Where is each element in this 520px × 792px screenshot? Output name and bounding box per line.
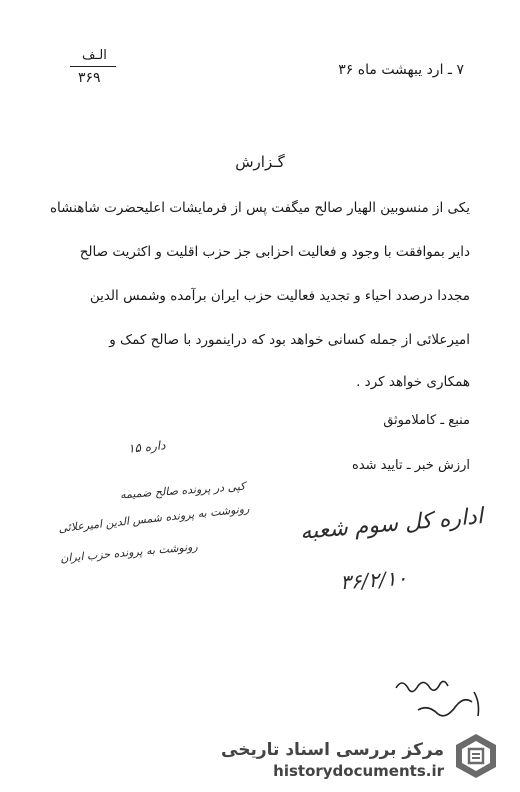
document-title: گـزارش [235,153,285,171]
report-line-1: یکی از منسوبین الهیار صالح میگفت پس از فرمایشات اعلیحضرت شاهنشاه [49,200,470,216]
archive-url: historydocuments.ir [273,762,444,780]
handwritten-note-top: داره ۱۵ [127,438,167,456]
archive-logo-icon [452,732,500,780]
classification-number: ۳۶۹ [78,70,101,86]
signature-date: ۳۶/۲/۱۰ [339,565,408,595]
source-reliability: منبع ـ کاملاموثق [383,413,470,428]
handwritten-scribble [388,670,498,730]
handwritten-note-1: کپی در پرونده صالح ضمیمه [119,479,246,502]
archive-name: مرکز بررسی اسناد تاریخی [221,740,444,760]
report-date: ۷ ـ ارد یبهشت ماه ۳۶ [338,62,464,78]
report-line-5: همکاری خواهد کرد . [356,374,470,390]
handwritten-signature: اداره کل سوم شعبه [299,504,484,545]
classification-label: الـف [82,48,107,63]
classification-underline [70,66,116,67]
handwritten-note-2: رونوشت به پرونده شمس الدین امیرعلائی [57,502,250,535]
handwritten-note-3: رونوشت به پرونده حزب ایران [59,540,199,565]
report-line-3: مجددا درصدد احیاء و تجدید فعالیت حزب ایران برآمده وشمس الدین [89,288,470,304]
report-line-2: دایر بموافقت با وجود و فعالیت احزابی جز حزب اقلیت و اکثریت صالح [79,244,470,260]
report-line-4: امیرعلائی از جمله کسانی خواهد بود که دراینمورد با صالح کمک و [109,332,470,348]
news-value-assessment: ارزش خبر ـ تایید شده [352,458,470,473]
